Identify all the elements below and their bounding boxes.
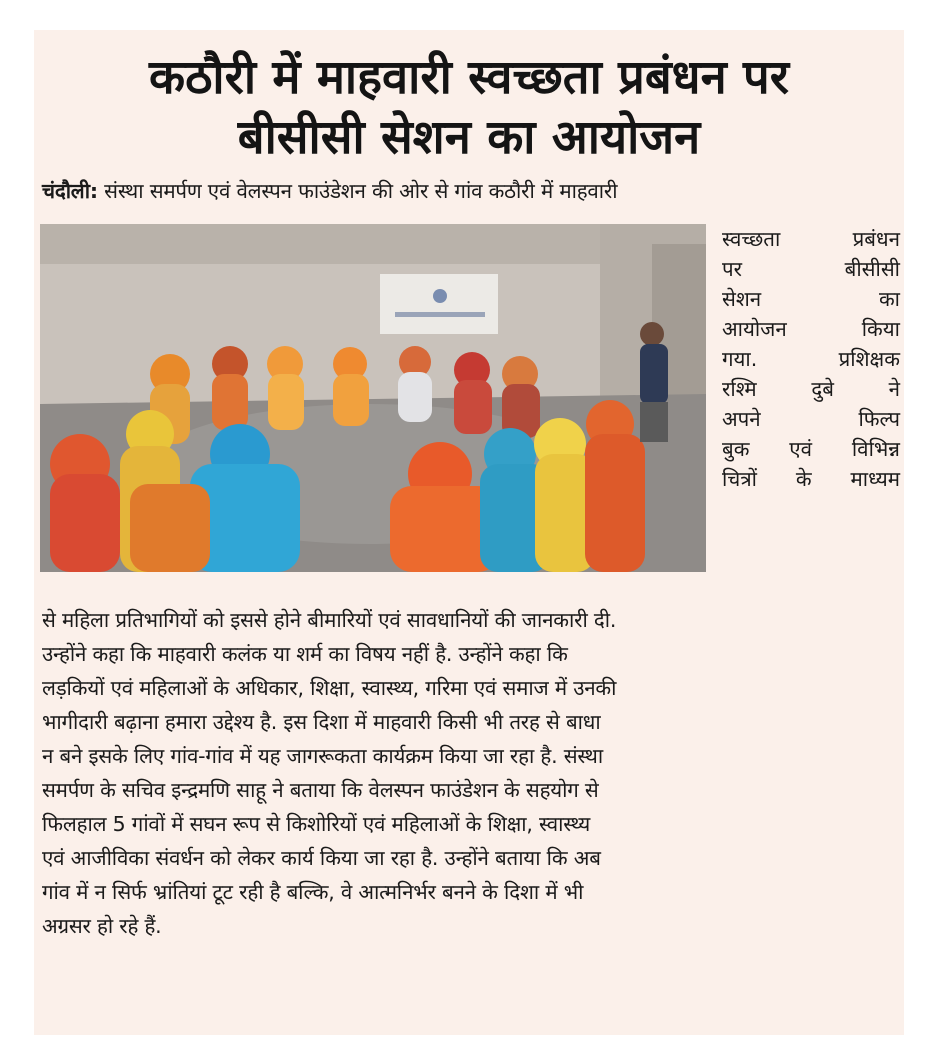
headline-line-2: बीसीसी सेशन का आयोजन <box>237 110 701 165</box>
word: प्रशिक्षक <box>838 347 900 371</box>
body-line: एवं आजीविका संवर्धन को लेकर कार्य किया जा रहा है. उन्होंने बताया कि अब <box>42 846 601 870</box>
word: माध्यम <box>850 467 900 491</box>
body-line: उन्होंने कहा कि माहवारी कलंक या शर्म का विषय नहीं है. उन्होंने कहा कि <box>42 642 568 666</box>
narrow-row <box>722 464 900 494</box>
body-line: भागीदारी बढ़ाना हमारा उद्देश्य है. इस दिशा में माहवारी किसी भी तरह से बाधा <box>42 710 601 734</box>
word: आयोजन <box>722 317 787 341</box>
word: के <box>795 467 812 491</box>
narrow-row <box>722 314 900 344</box>
article-photo <box>40 224 706 572</box>
word: रश्मि <box>722 377 757 401</box>
word: बुक <box>722 437 750 461</box>
word: सेशन <box>722 287 762 311</box>
body-line: लड़कियों एवं महिलाओं के अधिकार, शिक्षा, स्वास्थ्य, गरिमा एवं समाज में उनकी <box>42 676 617 700</box>
word: पर <box>722 257 743 281</box>
lead-text: संस्था समर्पण एवं वेलस्पन फाउंडेशन की ओर से गांव कठौरी में माहवारी <box>104 179 618 203</box>
word: प्रबंधन <box>852 227 900 251</box>
lead-line <box>42 176 617 206</box>
body-line: अग्रसर हो रहे हैं. <box>42 914 162 938</box>
narrow-row <box>722 254 900 284</box>
body-line: गांव में न सिर्फ भ्रांतियां टूट रही है बल्कि, वे आत्मनिर्भर बनने के दिशा में भी <box>42 880 584 904</box>
headline-line-1: कठौरी में माहवारी स्वच्छता प्रबंधन पर <box>149 50 789 105</box>
word: गया. <box>722 347 758 371</box>
narrow-row <box>722 224 900 254</box>
photo-image <box>40 224 706 572</box>
narrow-row <box>722 284 900 314</box>
body-line: समर्पण के सचिव इन्द्रमणि साहू ने बताया कि वेलस्पन फाउंडेशन के सहयोग से <box>42 778 599 802</box>
dateline: चंदौली: <box>42 179 98 203</box>
narrow-row <box>722 344 900 374</box>
word: स्वच्छता <box>722 227 781 251</box>
word: ने <box>888 377 900 401</box>
body-line: न बने इसके लिए गांव-गांव में यह जागरूकता कार्यक्रम किया जा रहा है. संस्था <box>42 744 603 768</box>
word: चित्रों <box>722 467 757 491</box>
narrow-row <box>722 434 900 464</box>
narrow-row <box>722 404 900 434</box>
word: बीसीसी <box>844 257 900 281</box>
word: किया <box>861 317 900 341</box>
word: विभिन्न <box>851 437 900 461</box>
word: का <box>878 287 900 311</box>
body-line: फिलहाल 5 गांवों में सघन रूप से किशोरियों एवं महिलाओं के शिक्षा, स्वास्थ्य <box>42 812 591 836</box>
narrow-column <box>722 224 900 494</box>
word: फिल्प <box>858 407 900 431</box>
headline <box>34 48 904 168</box>
body-line: से महिला प्रतिभागियों को इससे होने बीमारियों एवं सावधानियों की जानकारी दी. <box>42 608 617 632</box>
newspaper-clipping <box>34 30 904 1035</box>
word: एवं <box>789 437 813 461</box>
word: दुबे <box>811 377 834 401</box>
word: अपने <box>722 407 761 431</box>
narrow-row <box>722 374 900 404</box>
